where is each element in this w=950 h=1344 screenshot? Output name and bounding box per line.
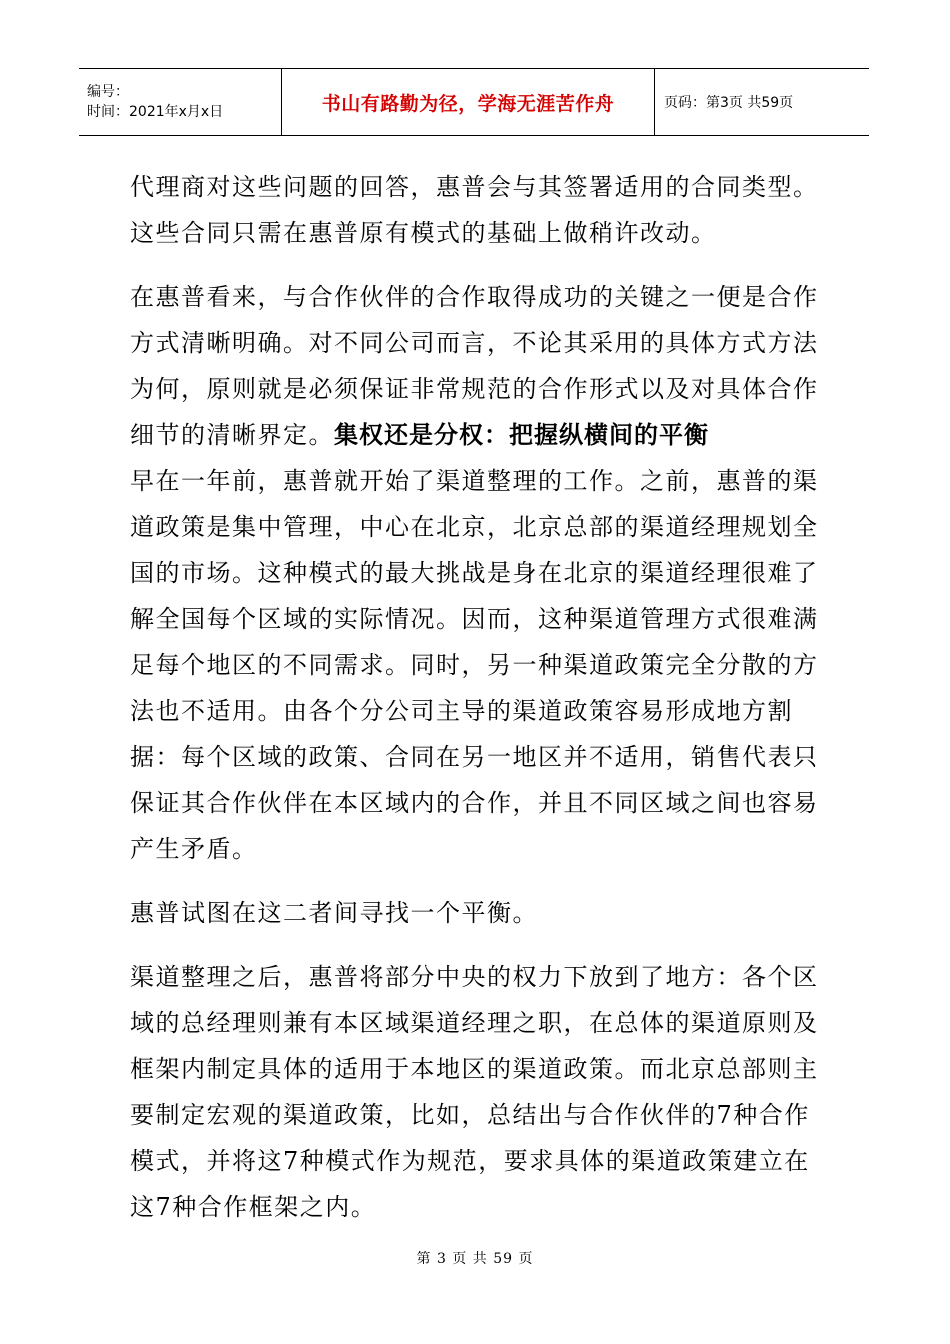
header-page-cell [655, 69, 870, 136]
paragraph: 早在一年前，惠普就开始了渠道整理的工作。之前，惠普的渠道政策是集中管理，中心在北京，北京总部的渠道经理规划全国的市场。这种模式的最大挑战是身在北京的渠道经理很难了解全国每个区域的实际情况。因而，这种渠道管理方式很难满足每个地区的不同需求。同时，另一种渠道政策完全分散的方法也不适用。由各个分公司主导的渠道政策容易形成地方割据：每个区域的政策、合同在另一地区并不适用，销售代表只保证其合作伙伴在本区域内的合作，并且不同区域之间也容易产生矛盾。 [130, 467, 819, 863]
document-body [130, 164, 822, 1230]
paragraph-text: 在惠普看来，与合作伙伴的合作取得成功的关键之一便是合作方式清晰明确。对不同公司而言，不论其采用的具体方式方法为何，原则就是必须保证非常规范的合作形式以及对具体合作细节的清晰界定。 [130, 283, 819, 449]
page-footer: 第 3 页 共 59 页 [416, 1251, 534, 1267]
header-page-code: 页码：第3页 共59页 [664, 95, 794, 111]
paragraph [130, 274, 822, 458]
paragraph: 惠普试图在这二者间寻找一个平衡。 [130, 899, 538, 927]
header-meta-cell [79, 69, 282, 136]
section-heading: 集权还是分权：把握纵横间的平衡 [334, 421, 709, 449]
document-number-label: 编号： [87, 84, 129, 100]
document-date-label: 时间：2021年x月x日 [87, 104, 224, 120]
paragraph: 渠道整理之后，惠普将部分中央的权力下放到了地方：各个区域的总经理则兼有本区域渠道经理之职，在总体的渠道原则及框架内制定具体的适用于本地区的渠道政策。而北京总部则主要制定宏观的渠道政策，比如，总结出与合作伙伴的7种合作模式，并将这7种模式作为规范，要求具体的渠道政策建立在这7种合作框架之内。 [130, 963, 819, 1221]
header-motto: 书山有路勤为径，学海无涯苦作舟 [321, 92, 615, 115]
header-motto-cell [282, 69, 655, 136]
document-header [79, 68, 869, 136]
paragraph: 代理商对这些问题的回答，惠普会与其签署适用的合同类型。这些合同只需在惠普原有模式的基础上做稍许改动。 [130, 173, 819, 247]
